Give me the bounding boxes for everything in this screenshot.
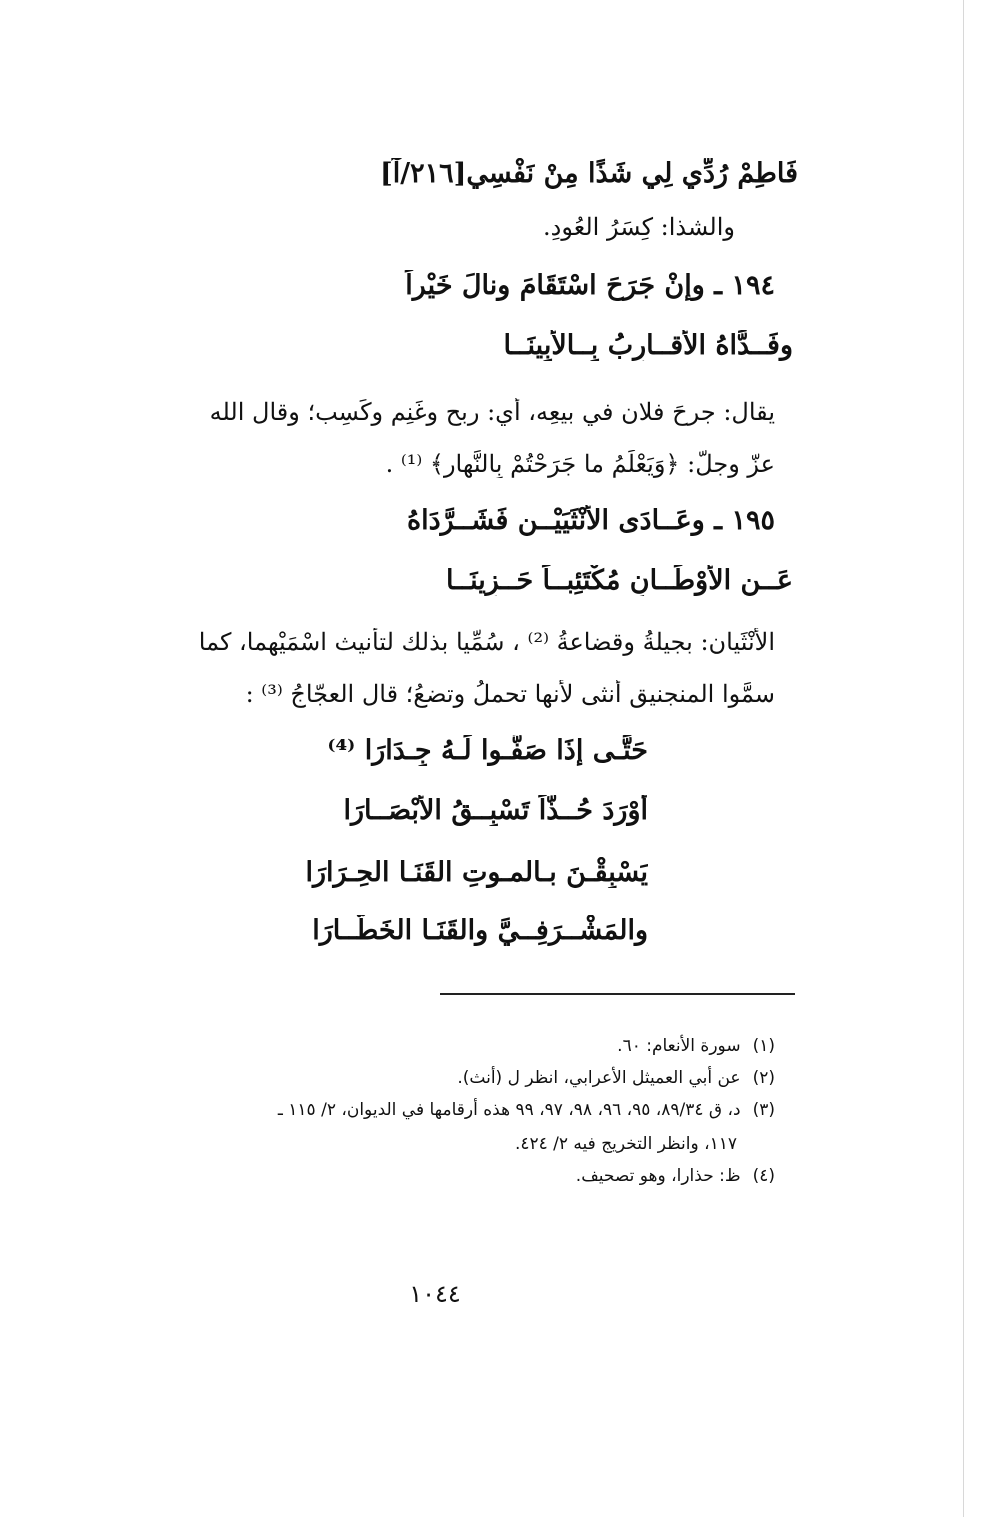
verse-194-first-hemistich: ١٩٤ ـ وإِنْ جَرَحَ اسْتَقَامَ ونالَ خَيْراً — [405, 270, 775, 301]
footnote-4 — [576, 1166, 775, 1186]
footnote-text: ظ: حذارا، وهو تصحيف. — [575, 1166, 741, 1186]
verse-195-first-hemistich: ١٩٥ ـ وعَــادَى الأُنْثَيَيْــنِ فَشَــرَّدَاهُ — [407, 505, 775, 536]
rajaz-line-2: أَوْرَدَ حُــذّاً تَسْبِــقُ الأَبْصَــارَا — [343, 795, 648, 826]
footnote-text: د، ق ٨٩/٣٤، ٩٥، ٩٦، ٩٨، ٩٧، ٩٩ هذه أرقامها في الديوان، ٢/ ١١٥ ـ — [277, 1100, 741, 1120]
text-jaraha-explanation: يقال: جرحَ فلان في بيعِه، أي: ربح وغَنِم وكَسِب؛ وقال الله — [209, 398, 775, 426]
footnote-number: (٣) — [752, 1100, 775, 1120]
footnote-2 — [457, 1068, 775, 1088]
verse-194-second-hemistich: وفَــدَّاهُ الأَقــارِبُ بِــالأَبِينَــا — [503, 330, 793, 361]
footnote-3-continued — [515, 1134, 737, 1154]
footnote-text: سورة الأنعام: ٦٠. — [617, 1036, 741, 1056]
text-manjaniq-explanation: سمَّوا المنجنيق أنثى لأنها تحملُ وتضعُ؛ قال العجّاجُ ⁽³⁾ : — [245, 680, 775, 708]
rajaz-line-4: والمَشْــرَفِــيَّ والقَنَـا الخَطَّــارَا — [312, 915, 648, 946]
footnote-number: (٤) — [752, 1166, 775, 1186]
verse-195-second-hemistich: عَــنِ الأَوْطَــانِ مُكْتَئِبــاً حَــزِينَــا — [446, 565, 793, 596]
verse-line-fatim: فَاطِمْ رُدِّي لِي شَذًا مِنْ نَفْسِي[٢١٦/آ] — [379, 158, 798, 189]
footnote-text: عن أبي العميثل الأعرابي، انظر ل (أنث). — [457, 1068, 741, 1088]
footnote-number: (٢) — [752, 1068, 775, 1088]
text-unthayan-explanation: الأُنْثَيانِ: بجيلةُ وقضاعةُ ⁽²⁾ ، سُمِّيا بذلك لتأنيث اسْمَيْهِما، كما — [198, 628, 775, 656]
footnote-number: (١) — [752, 1036, 775, 1056]
footnote-text: ١١٧، وانظر التخريج فيه ٢/ ٤٢٤. — [514, 1134, 737, 1154]
footnote-1 — [617, 1036, 775, 1056]
rajaz-line-3: يَسْبِقْـنَ بـالمـوتِ القَنَـا الحِـرَارَا — [305, 857, 648, 888]
text-shadha-definition: والشذا: كِسَرُ العُودِ. — [543, 213, 735, 241]
rajaz-line-1: حَتَّـى إِذَا صَفُّـوا لَـهُ جِـدَارَا ⁽⁴⁾ — [327, 735, 648, 766]
footnote-separator — [440, 993, 795, 995]
scan-edge-line — [963, 0, 964, 1517]
page-number: ١٠٤٤ — [409, 1280, 461, 1308]
footnote-3 — [278, 1100, 775, 1120]
text-quran-citation: عزّ وجلّ: ﴿وَيَعْلَمُ ما جَرَحْتُمْ بِالنَّهارِ﴾ ⁽¹⁾ . — [385, 450, 775, 478]
